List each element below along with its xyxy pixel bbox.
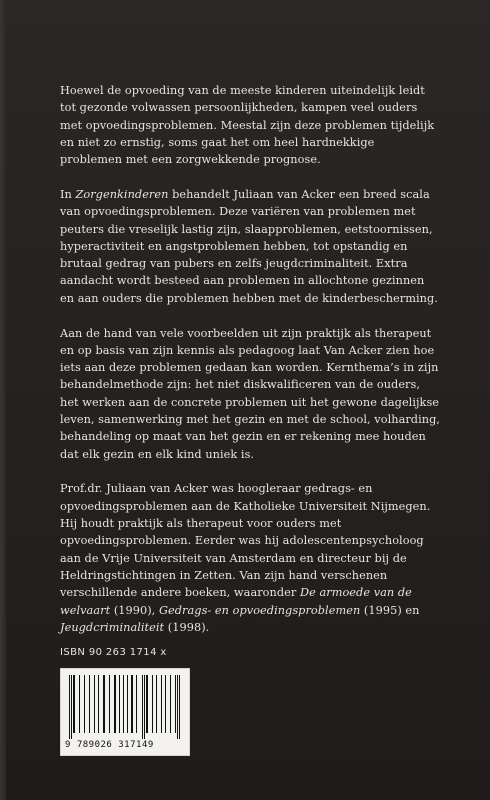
barcode-bar [144,675,145,739]
barcode-bar [89,675,90,733]
barcode-bar [165,675,166,733]
barcode-bar [73,675,75,733]
barcode-bar [170,675,171,733]
barcode-bar [156,675,157,733]
barcode-bar [103,675,105,733]
barcode-bar [152,675,153,733]
barcode-bar [94,675,95,733]
barcode [60,668,190,756]
bio-end: (1998). [164,620,210,634]
author-bio-paragraph [60,480,440,636]
barcode-bar [127,675,128,733]
barcode-bar [71,675,72,739]
barcode-bar [175,675,176,733]
blurb-paragraph-1: Hoewel de opvoeding van de meeste kinderen uiteindelijk leidt tot gezonde volwassen persoonlijkheden, kampen veel ouders met opvoedingsproblemen. Meestal zijn deze problemen tijdelijk en niet zo ernstig, soms gaat het om heel hardnekkige problemen met een zorgwekkende prognose. [60,84,435,167]
barcode-bar [142,675,143,739]
barcode-bar [161,675,162,733]
blurb-text [60,82,440,654]
barcode-bars [67,675,185,739]
book-title-zorgenkinderen: Zorgenkinderen [75,187,169,201]
book-title-armoede: De armoede van de welvaart [60,586,412,617]
barcode-bar [123,675,124,733]
barcode-bar [146,675,148,733]
blurb-p2-pre: In [60,187,76,201]
spine-edge [0,0,6,800]
isbn-label: ISBN 90 263 1714 x [60,647,167,658]
blurb-paragraph-3: Aan de hand van vele voorbeelden uit zijn praktijk als therapeut en op basis van zijn kennis als pedagoog laat Van Acker zien hoe iets aan deze problemen gedaan kan worden. Kernthema’s in zijn behandelmethode zijn: het niet diskwalificeren van de ouders, het werken aan de concrete problemen uit het gewone dagelijkse leven, samenwerking met het gezin en met de school, volharding, behandeling op maat van het gezin en er rekening mee houden dat elk gezin en elk kind uniek is. [60,326,440,461]
barcode-bar [179,675,180,739]
bio-mid-1: (1990), [110,603,159,617]
barcode-bar [69,675,70,739]
barcode-bar [79,675,80,733]
barcode-bar [114,675,116,733]
barcode-bar [177,675,178,739]
book-title-jeugdcriminaliteit: Jeugdcriminaliteit [60,620,165,634]
barcode-digits: 9 789026 317149 [65,740,154,750]
barcode-bar [98,675,99,733]
barcode-bar [109,675,110,733]
bio-pre: Prof.dr. Juliaan van Acker was hoogleraar gedrags- en opvoedingsproblemen aan de Katholieke Universiteit Nijmegen. Hij houdt praktijk als therapeut voor ouders met opvoedingsproblemen. Eerder was hij adolescentenpsycholoog aan de Vrije Universiteit van Amsterdam en directeur bij de Heldringstichtingen in Zetten. Van zijn hand verschenen verschillende andere boeken, waaronder [60,482,431,600]
barcode-bar [131,675,133,733]
barcode-bar [136,675,137,733]
barcode-bar [119,675,120,733]
bio-mid-2: (1995) en [360,603,420,617]
blurb-paragraph-2 [60,186,440,307]
blurb-p2-post: behandelt Juliaan van Acker een breed scala van opvoedingsproblemen. Deze variëren van problemen met peuters die vreselijk lastig zijn, slaapproblemen, eetstoornissen, hyperactiviteit en angstproblemen hebben, tot opstandig en brutaal gedrag van pubers en zelfs jeugdcriminaliteit. Extra aandacht wordt besteed aan problemen in allochtone gezinnen en aan ouders die problemen hebben met de kinderbescherming. [60,187,438,305]
book-title-gedrags: Gedrags- en opvoedingsproblemen [158,603,361,617]
barcode-bar [84,675,85,733]
